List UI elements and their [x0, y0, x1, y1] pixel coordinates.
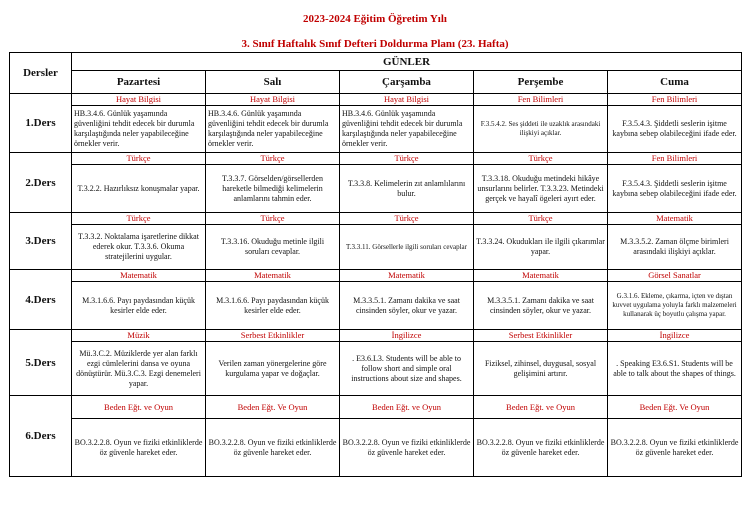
lesson-5-friday-subject: İngilizce — [608, 330, 742, 342]
lesson-1-wednesday-text: HB.3.4.6. Günlük yaşamında güvenliğini tehdit edecek bir durumla karşılaştığında neler yapabileceğine örnekler verir. — [340, 106, 474, 153]
lesson-6-label: 6.Ders — [10, 396, 72, 477]
lesson-4-friday-subject: Görsel Sanatlar — [608, 270, 742, 282]
lesson-1-text-row — [10, 106, 742, 153]
header-day-tuesday: Salı — [206, 71, 340, 94]
lesson-2-text-row — [10, 165, 742, 213]
lesson-2-wednesday-text: T.3.3.8. Kelimelerin zıt anlamlılarını bulur. — [340, 165, 474, 213]
lesson-1-label: 1.Ders — [10, 94, 72, 153]
lesson-3-tuesday-text: T.3.3.16. Okuduğu metinle ilgili soruları cevaplar. — [206, 225, 340, 270]
lesson-2-wednesday-subject: Türkçe — [340, 153, 474, 165]
lesson-2-friday-text: F.3.5.4.3. Şiddetli seslerin işitme kaybına sebep olabileceğini ifade eder. — [608, 165, 742, 213]
lesson-2-label: 2.Ders — [10, 153, 72, 213]
lesson-4-wednesday-text: M.3.3.5.1. Zamanı dakika ve saat cinsinden söyler, okur ve yazar. — [340, 282, 474, 330]
lesson-4-friday-text: G.3.1.6. Ekleme, çıkarma, içten ve dıştan kuvvet uygulama yoluyla farklı malzemeleri kullanarak üç boyutlu çalışma yapar. — [608, 282, 742, 330]
lesson-3-monday-subject: Türkçe — [72, 213, 206, 225]
document-subtitle: 3. Sınıf Haftalık Sınıf Defteri Doldurma Planı (23. Hafta) — [241, 38, 509, 50]
lesson-6-text-row — [10, 419, 742, 477]
lesson-1-monday-text: HB.3.4.6. Günlük yaşamında güvenliğini tehdit edecek bir durumla karşılaştığında neler yapabileceğine örnekler verir. — [72, 106, 206, 153]
lesson-4-subject-row — [10, 270, 742, 282]
header-day-wednesday: Çarşamba — [340, 71, 474, 94]
lesson-5-label: 5.Ders — [10, 330, 72, 396]
lesson-3-thursday-text: T.3.3.24. Okudukları ile ilgili çıkarımlar yapar. — [474, 225, 608, 270]
lesson-4-label: 4.Ders — [10, 270, 72, 330]
lesson-1-tuesday-text: HB.3.4.6. Günlük yaşamında güvenliğini tehdit edecek bir durumla karşılaştığında neler yapabileceğine örnekler verir. — [206, 106, 340, 153]
lesson-4-text-row — [10, 282, 742, 330]
lesson-3-friday-subject: Matematik — [608, 213, 742, 225]
lesson-5-thursday-subject: Serbest Etkinlikler — [474, 330, 608, 342]
lesson-2-tuesday-text: T.3.3.7. Görselden/görsellerden hareketle bilmediği kelimelerin anlamlarını tahmin eder. — [206, 165, 340, 213]
lesson-5-text-row — [10, 342, 742, 396]
lesson-4-tuesday-text: M.3.1.6.6. Payı paydasından küçük kesirler elde eder. — [206, 282, 340, 330]
lesson-2-monday-subject: Türkçe — [72, 153, 206, 165]
header-day-thursday: Perşembe — [474, 71, 608, 94]
lesson-3-friday-text: M.3.3.5.2. Zaman ölçme birimleri arasındaki ilişkiyi açıklar. — [608, 225, 742, 270]
lesson-6-monday-text: BO.3.2.2.8. Oyun ve fiziki etkinliklerde öz güvenle hareket eder. — [72, 419, 206, 477]
lesson-6-tuesday-text: BO.3.2.2.8. Oyun ve fiziki etkinliklerde öz güvenle hareket eder. — [206, 419, 340, 477]
lesson-2-tuesday-subject: Türkçe — [206, 153, 340, 165]
document-title: 2023-2024 Eğitim Öğretim Yılı — [303, 13, 447, 25]
lesson-5-wednesday-subject: İngilizce — [340, 330, 474, 342]
lesson-6-subject-row — [10, 396, 742, 419]
lesson-3-subject-row — [10, 213, 742, 225]
weekly-plan-table — [9, 52, 742, 477]
lesson-2-subject-row — [10, 153, 742, 165]
lesson-2-friday-subject: Fen Bilimleri — [608, 153, 742, 165]
lesson-3-wednesday-subject: Türkçe — [340, 213, 474, 225]
lesson-4-thursday-text: M.3.3.5.1. Zamanı dakika ve saat cinsinden söyler, okur ve yazar. — [474, 282, 608, 330]
lesson-6-thursday-subject: Beden Eğt. ve Oyun — [474, 396, 608, 419]
lesson-6-wednesday-subject: Beden Eğt. ve Oyun — [340, 396, 474, 419]
lesson-5-monday-text: Mü.3.C.2. Müziklerde yer alan farklı ezgi cümlelerini dansa ve oyuna dönüştürür. Mü.3.C.3. Ezgi denemeleri yapar. — [72, 342, 206, 396]
lesson-5-tuesday-subject: Serbest Etkinlikler — [206, 330, 340, 342]
header-day-monday: Pazartesi — [72, 71, 206, 94]
lesson-2-thursday-subject: Türkçe — [474, 153, 608, 165]
lesson-6-monday-subject: Beden Eğt. ve Oyun — [72, 396, 206, 419]
lesson-4-wednesday-subject: Matematik — [340, 270, 474, 282]
lesson-5-thursday-text: Fiziksel, zihinsel, duygusal, sosyal gelişimini artırır. — [474, 342, 608, 396]
lesson-4-monday-subject: Matematik — [72, 270, 206, 282]
lesson-5-wednesday-text: . E3.6.L3. Students will be able to follow short and simple oral instructions about size and shapes. — [340, 342, 474, 396]
lesson-1-thursday-subject: Fen Bilimleri — [474, 94, 608, 106]
lesson-3-thursday-subject: Türkçe — [474, 213, 608, 225]
lesson-1-friday-subject: Fen Bilimleri — [608, 94, 742, 106]
lesson-5-tuesday-text: Verilen zaman yönergelerine göre kurgulama yapar ve doğaçlar. — [206, 342, 340, 396]
header-dersler: Dersler — [10, 53, 72, 94]
lesson-6-thursday-text: BO.3.2.2.8. Oyun ve fiziki etkinliklerde öz güvenle hareket eder. — [474, 419, 608, 477]
lesson-1-thursday-text: F.3.5.4.2. Ses şiddeti ile uzaklık arasındaki ilişkiyi açıklar. — [474, 106, 608, 153]
lesson-4-monday-text: M.3.1.6.6. Payı paydasından küçük kesirler elde eder. — [72, 282, 206, 330]
lesson-3-wednesday-text: T.3.3.11. Görsellerle ilgili soruları cevaplar — [340, 225, 474, 270]
lesson-3-tuesday-subject: Türkçe — [206, 213, 340, 225]
lesson-6-tuesday-subject: Beden Eğt. Ve Oyun — [206, 396, 340, 419]
lesson-1-subject-row — [10, 94, 742, 106]
lesson-1-tuesday-subject: Hayat Bilgisi — [206, 94, 340, 106]
lesson-4-thursday-subject: Matematik — [474, 270, 608, 282]
lesson-6-wednesday-text: BO.3.2.2.8. Oyun ve fiziki etkinliklerde öz güvenle hareket eder. — [340, 419, 474, 477]
lesson-1-wednesday-subject: Hayat Bilgisi — [340, 94, 474, 106]
lesson-2-monday-text: T.3.2.2. Hazırlıksız konuşmalar yapar. — [72, 165, 206, 213]
header-gunler: GÜNLER — [72, 53, 742, 71]
lesson-1-friday-text: F.3.5.4.3. Şiddetli seslerin işitme kaybına sebep olabileceğini ifade eder. — [608, 106, 742, 153]
lesson-3-label: 3.Ders — [10, 213, 72, 270]
lesson-6-friday-text: BO.3.2.2.8. Oyun ve fiziki etkinliklerde öz güvenle hareket eder. — [608, 419, 742, 477]
lesson-1-monday-subject: Hayat Bilgisi — [72, 94, 206, 106]
lesson-4-tuesday-subject: Matematik — [206, 270, 340, 282]
lesson-6-friday-subject: Beden Eğt. Ve Oyun — [608, 396, 742, 419]
lesson-5-monday-subject: Müzik — [72, 330, 206, 342]
lesson-5-subject-row — [10, 330, 742, 342]
lesson-3-monday-text: T.3.3.2. Noktalama işaretlerine dikkat ederek okur. T.3.3.6. Okuma stratejilerini uygular. — [72, 225, 206, 270]
lesson-2-thursday-text: T.3.3.18. Okuduğu metindeki hikâye unsurlarını belirler. T.3.3.23. Metindeki gerçek ve hayalî ögeleri ayırt eder. — [474, 165, 608, 213]
header-day-friday: Cuma — [608, 71, 742, 94]
lesson-3-text-row — [10, 225, 742, 270]
lesson-5-friday-text: . Speaking E3.6.S1. Students will be able to talk about the shapes of things. — [608, 342, 742, 396]
